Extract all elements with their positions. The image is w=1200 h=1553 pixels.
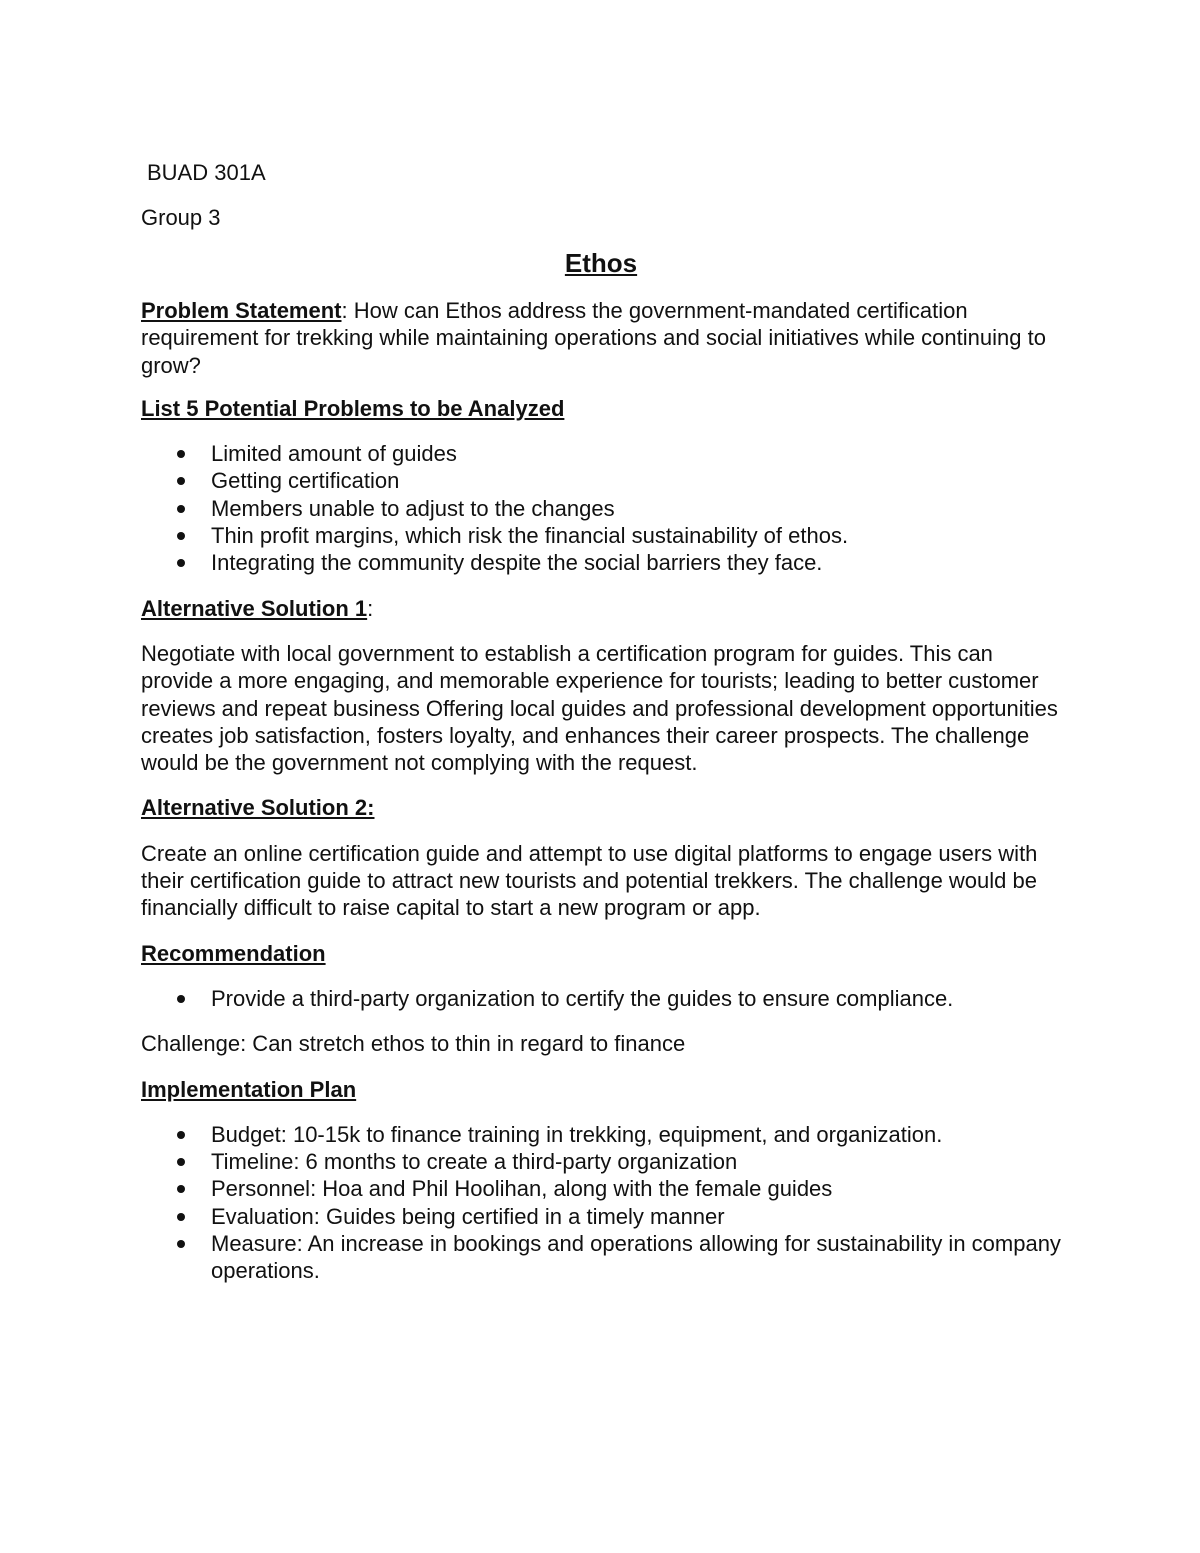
problem-statement-label: Problem Statement [141, 298, 342, 323]
bullet-icon [177, 1240, 185, 1248]
list-item: Limited amount of guides [141, 440, 1061, 467]
implementation-heading: Implementation Plan [141, 1076, 357, 1102]
bullet-icon [177, 477, 185, 485]
recommendation-heading: Recommendation [141, 940, 326, 966]
alt-solution-1-heading: Alternative Solution 1: [141, 595, 374, 621]
recommendation-list [141, 985, 1061, 1012]
document-body [141, 297, 1061, 1285]
potential-problems-heading: List 5 Potential Problems to be Analyzed [141, 395, 565, 421]
list-item: Evaluation: Guides being certified in a timely manner [141, 1203, 1061, 1230]
list-item: Provide a third-party organization to certify the guides to ensure compliance. [141, 985, 1061, 1012]
recommendation-challenge: Challenge: Can stretch ethos to thin in regard to finance [141, 1031, 686, 1057]
alt-solution-2-heading: Alternative Solution 2: [141, 795, 375, 821]
bullet-icon [177, 532, 185, 540]
bullet-icon [177, 1131, 185, 1139]
list-item: Timeline: 6 months to create a third-party organization [141, 1148, 1061, 1175]
course-code: BUAD 301A [147, 160, 266, 185]
problem-statement-text: : How can Ethos address the government-mandated certification requirement for trekking while maintaining operations and social initiatives while continuing to grow? [141, 298, 1046, 378]
group-number: Group 3 [141, 205, 221, 230]
document-title: Ethos [564, 248, 638, 278]
bullet-icon [177, 505, 185, 513]
list-item: Members unable to adjust to the changes [141, 495, 1061, 522]
bullet-icon [177, 1185, 185, 1193]
list-item: Budget: 10-15k to finance training in trekking, equipment, and organization. [141, 1121, 1061, 1148]
problem-statement [141, 297, 1061, 379]
bullet-icon [177, 995, 185, 1003]
list-item: Thin profit margins, which risk the financial sustainability of ethos. [141, 522, 1061, 549]
alt-solution-1-text: Negotiate with local government to establish a certification program for guides. This can provide a more engaging, and memorable experience for tourists; leading to better customer reviews and repeat business Offering local guides and professional development opportunities creates job satisfaction, fosters loyalty, and enhances their career prospects. The challenge would be the government not complying with the request. [141, 640, 1058, 776]
potential-problems-list [141, 440, 1061, 576]
bullet-icon [177, 559, 185, 567]
implementation-list [141, 1121, 1061, 1285]
alt-solution-2-text: Create an online certification guide and attempt to use digital platforms to engage users with their certification guide to attract new tourists and potential trekkers. The challenge would be financially difficult to raise capital to start a new program or app. [141, 840, 1038, 921]
bullet-icon [177, 1158, 185, 1166]
list-item: Measure: An increase in bookings and operations allowing for sustainability in company operations. [141, 1230, 1061, 1285]
bullet-icon [177, 450, 185, 458]
bullet-icon [177, 1213, 185, 1221]
list-item: Getting certification [141, 467, 1061, 494]
list-item: Integrating the community despite the social barriers they face. [141, 549, 1061, 576]
list-item: Personnel: Hoa and Phil Hoolihan, along with the female guides [141, 1175, 1061, 1202]
